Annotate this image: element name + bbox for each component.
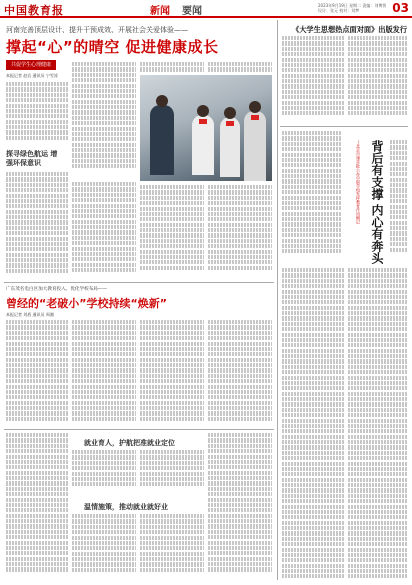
side-story-1 [6,433,68,578]
bottom-column-4 [72,514,136,578]
lead-photo [140,75,272,181]
bottom-column-1 [72,450,136,492]
bottom-headline-2: 温情施策，推动就业就好业 [84,503,168,511]
right-vertical-headline: 背后有支撑 内心有奔头 [370,140,384,265]
right-headline: 《大学生思想热点面对面》出版发行 [292,25,408,34]
second-column-3 [140,320,204,425]
right-vertical-subheadline: —北京市建首批公办中职学校发挥教育作用侧记 [356,140,361,224]
dateline: 2023年9月19日 星期二 责编：刘博智 设计：张元 校对：刘梦 [318,3,387,13]
lead-tag: 共促学生心理健康 [6,60,56,70]
divider [280,126,408,127]
lead-column-3 [140,62,204,74]
divider [4,429,274,430]
right-column-3b [390,140,408,260]
caption-text [6,172,68,276]
photo-caption: 探寻绿色航运 增强环保意识 [6,150,58,167]
lead-subheadline: 河南完善顶层设计、提升干预成效、开展社会关爱体验—— [6,26,188,34]
right-column-5 [348,268,408,578]
lead-byline: 本报记者 赵岩 通讯员 宁雪涛 [6,73,58,78]
page-number: 03 [392,1,409,15]
masthead [0,0,412,18]
column-divider [277,20,278,580]
second-headline: 曾经的“老破小”学校持续“焕新” [6,297,167,310]
right-column-2 [348,36,408,122]
second-column-2 [72,320,136,425]
bottom-column-2 [140,450,204,492]
second-column-1 [6,320,68,425]
lead-column-1 [6,82,68,142]
second-column-4 [208,320,272,425]
divider [4,282,274,283]
bottom-headline-1: 就业育人，护航把准就业定位 [84,439,175,447]
second-byline: 本报记者 刘盾 通讯员 周湘 [6,312,54,317]
right-column-4 [282,268,344,578]
lead-column-2b [72,182,136,278]
lead-column-4b [208,185,272,277]
lead-column-3b [140,185,204,277]
section-subname: 要闻 [182,6,202,17]
right-column-1 [282,36,344,122]
newspaper-logo: 中国教育报 [4,4,64,17]
section-name: 新闻 [150,6,170,17]
bottom-column-5 [140,514,204,578]
second-subheadline: 广东茂名电白区加大教育投入、优化学校布局—— [6,287,108,292]
lead-column-2 [72,62,136,174]
bottom-column-3 [208,433,272,578]
lead-column-4 [208,62,272,74]
lead-headline: 撑起“心”的晴空 促进健康成长 [6,38,219,56]
right-column-3 [282,131,342,261]
